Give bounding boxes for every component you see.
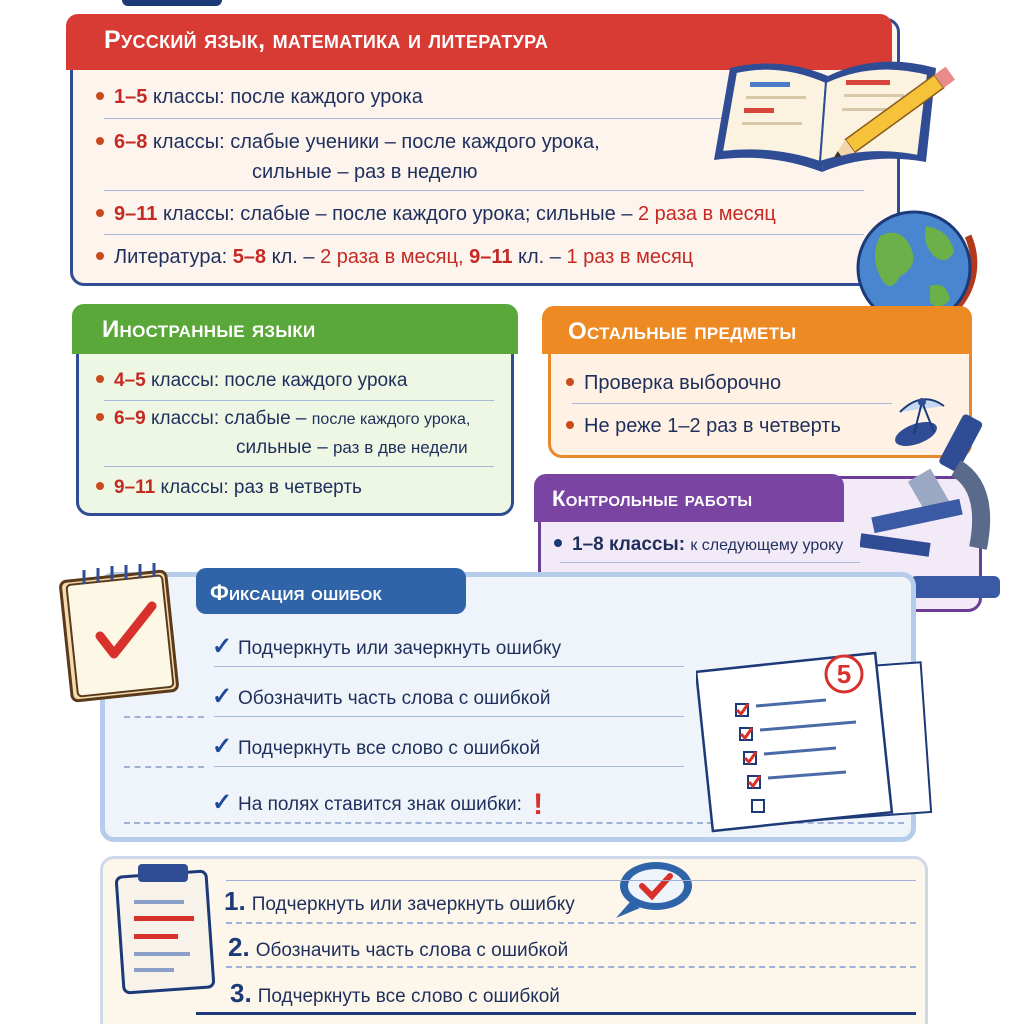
other-subjects-title: Остальные предметы: [542, 306, 972, 354]
step-item: 1. Подчеркнуть или зачеркнуть ошибку: [224, 886, 575, 916]
russian-math-title: Русский язык, математика и литература: [66, 14, 892, 70]
checkmark-icon: ✓: [212, 683, 233, 710]
list-item: 9–11 классы: слабые – после каждого урока; сильные – 2 раза в месяц: [96, 203, 776, 226]
list-item: 4–5 классы: после каждого урока: [96, 370, 407, 392]
list-item: 9–11 классы: раз в четверть: [96, 477, 362, 499]
list-item: Не реже 1–2 раз в четверть: [566, 415, 841, 438]
bullet-icon: [96, 413, 104, 421]
compass-icon: [892, 382, 952, 442]
error-rule-item: ✓ Подчеркнуть или зачеркнуть ошибку: [212, 633, 562, 660]
step-item: 2. Обозначить часть слова с ошибкой: [228, 932, 569, 962]
bullet-icon: [96, 209, 104, 217]
error-rule-item: ✓ Обозначить часть слова с ошибкой: [212, 683, 551, 710]
bullet-icon: [554, 539, 562, 547]
notepad-check-icon: [52, 558, 182, 704]
list-item: Проверка выборочно: [566, 372, 781, 395]
error-rule-item: ✓ На полях ставится знак ошибки: !: [212, 788, 544, 821]
graded-papers-icon: [696, 634, 936, 834]
top-decoration: [122, 0, 222, 6]
speech-bubble-check-icon: [610, 858, 696, 920]
bullet-icon: [96, 375, 104, 383]
grade-badge: 5: [836, 659, 852, 689]
list-item: 6–8 классы: слабые ученики – после каждого урока,: [96, 131, 600, 154]
book-pencil-icon: [700, 42, 980, 182]
checkmark-icon: ✓: [212, 789, 233, 816]
bullet-icon: [96, 252, 104, 260]
error-marking-title: Фиксация ошибок: [196, 568, 466, 614]
bullet-icon: [96, 482, 104, 490]
list-item: 6–9 классы: слабые – после каждого урока,: [96, 408, 470, 430]
error-mark: !: [533, 788, 544, 821]
bullet-icon: [96, 137, 104, 145]
control-works-title: Контрольные работы: [534, 474, 844, 522]
literature-item: Литература: 5–8 кл. – 2 раза в месяц, 9–11 кл. – 1 раз в месяц: [96, 246, 693, 269]
clipboard-icon: [100, 856, 220, 996]
error-rule-item: ✓ Подчеркнуть все слово с ошибкой: [212, 733, 541, 760]
foreign-languages-title: Иностранные языки: [72, 304, 518, 354]
list-item-continuation: сильные – раз в две недели: [236, 437, 468, 458]
checkmark-icon: ✓: [212, 633, 233, 660]
step-item: 3. Подчеркнуть все слово с ошибкой: [230, 978, 560, 1008]
list-item-continuation: сильные – раз в неделю: [252, 161, 478, 183]
checkmark-icon: ✓: [212, 733, 233, 760]
bullet-icon: [96, 92, 104, 100]
bullet-icon: [566, 421, 574, 429]
list-item: 1–5 классы: после каждого урока: [96, 86, 423, 109]
bullet-icon: [566, 378, 574, 386]
list-item: 1–8 классы: к следующему уроку: [554, 534, 843, 556]
